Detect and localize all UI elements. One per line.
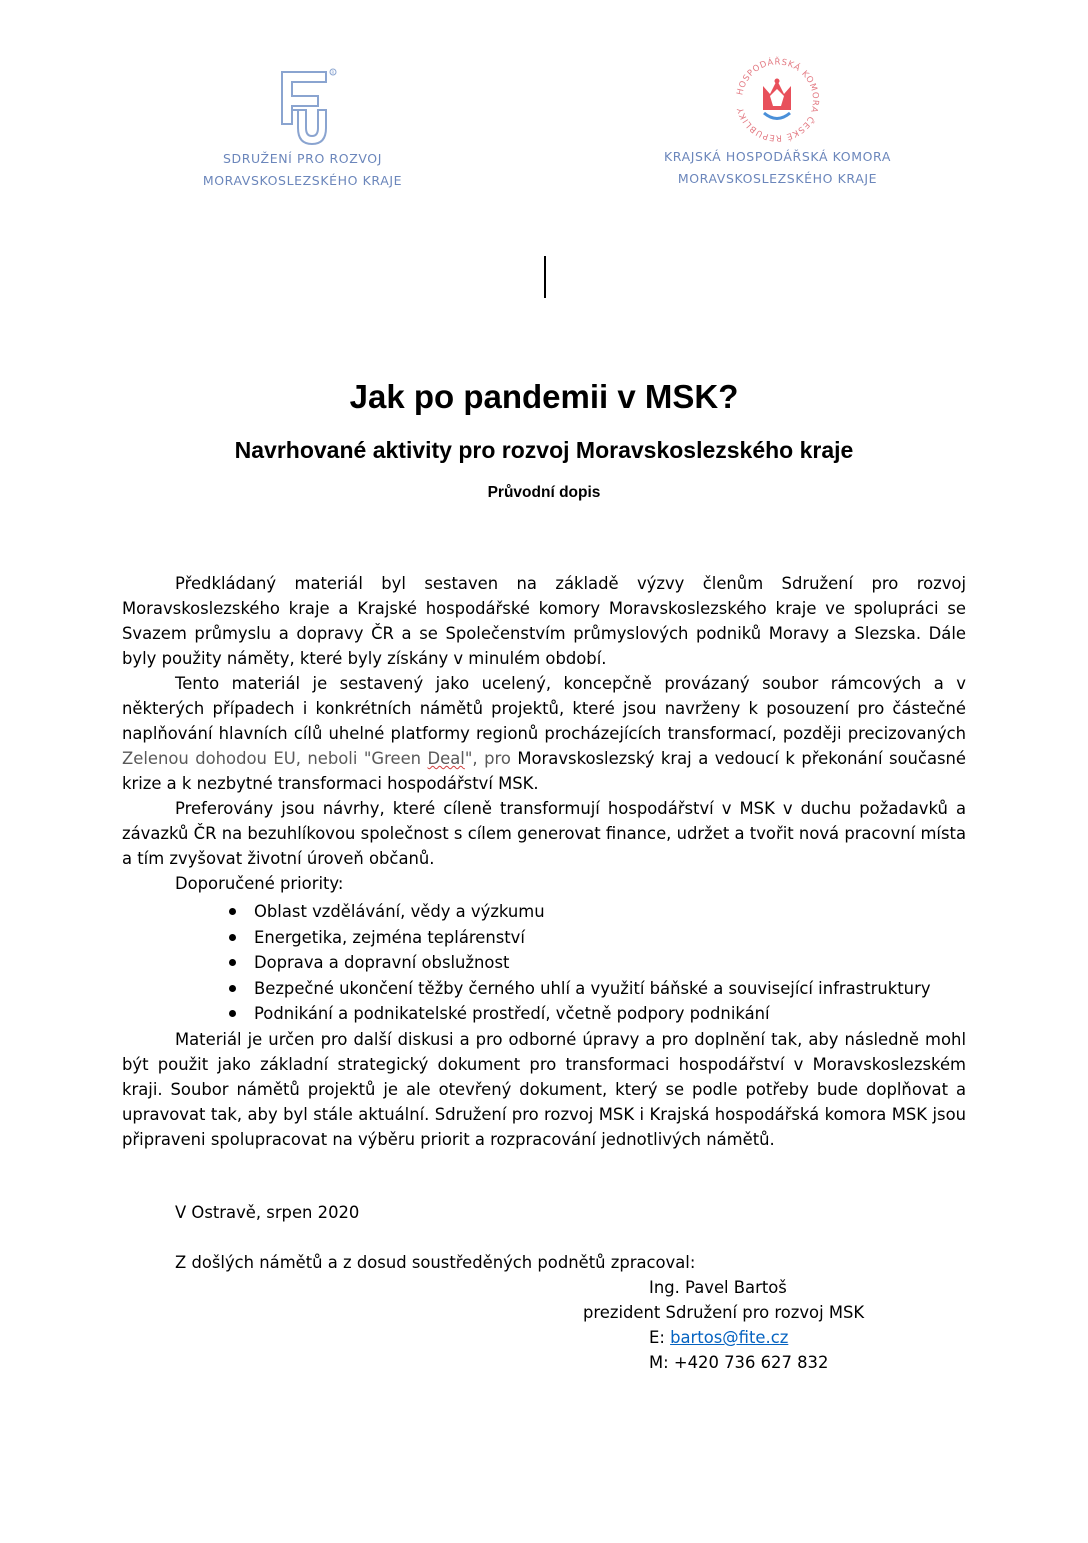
svg-text:R: R <box>331 70 334 75</box>
document-subtitle: Navrhované aktivity pro rozvoj Moravskoslezského kraje <box>234 437 854 463</box>
komora-seal-icon <box>730 56 825 144</box>
sdruzeni-logo-icon <box>268 66 338 146</box>
processed-by: Z došlých námětů a z dosud soustředěných podnětů zpracoval: <box>175 1253 696 1272</box>
list-item <box>122 925 966 951</box>
signatory-phone: M: +420 736 627 832 <box>649 1353 829 1372</box>
bullet-icon <box>229 959 236 966</box>
bullet-icon <box>229 908 236 915</box>
place-date: V Ostravě, srpen 2020 <box>175 1203 360 1222</box>
paragraph-concept <box>122 671 966 796</box>
paragraph-intro: Předkládaný materiál byl sestaven na základě výzvy členům Sdružení pro rozvoj Moravskoslezského kraje a Krajské hospodářské komory Moravskoslezského kraje ve spolupráci se Svazem průmyslu a dopravy ČR a se Společenstvím průmyslových podniků Moravy a Slezska. Dále byly použity náměty, které byly získány v minulém období. <box>122 574 966 668</box>
spellcheck-word: Deal <box>427 749 465 768</box>
right-org-line1: KRAJSKÁ HOSPODÁŘSKÁ KOMORA <box>664 149 891 164</box>
sdruzeni-logo-block <box>190 66 415 192</box>
paragraph-concept-b: Zelenou dohodou EU, neboli "Green <box>122 749 428 768</box>
paragraph-preferences: Preferovány jsou návrhy, které cíleně transformují hospodářství v MSK v duchu požadavků a závazků ČR na bezuhlíkovou společnost s cílem generovat finance, udržet a tvořit nová pracovní místa a tím zvyšovat životní úroveň občanů. <box>122 799 966 868</box>
document-type: Průvodní dopis <box>487 484 601 501</box>
signatory-role: prezident Sdružení pro rozvoj MSK <box>583 1303 865 1322</box>
right-org-caption <box>650 146 905 190</box>
left-org-line2: MORAVSKOSLEZSKÉHO KRAJE <box>202 173 403 188</box>
signatory-email-line <box>649 1325 788 1350</box>
priority-text: Energetika, zejména teplárenství <box>254 927 525 947</box>
list-item <box>122 950 966 976</box>
email-label: E: <box>649 1328 671 1347</box>
right-org-line2: MORAVSKOSLEZSKÉHO KRAJE <box>677 171 878 186</box>
priorities-heading: Doporučené priority: <box>175 874 344 893</box>
list-item <box>122 976 966 1002</box>
paragraph-concept-a: Tento materiál je sestavený jako ucelený, koncepčně provázaný soubor rámcových a v některých případech i konkrétních námětů projektů, které jsou navrženy k posouzení pro částečné naplňování hlavních cílů uhelné platformy regionů procházejících transformací, později precizovaných <box>122 674 966 743</box>
left-org-line1: SDRUŽENÍ PRO ROZVOJ <box>222 151 383 166</box>
list-item <box>122 1001 966 1027</box>
bullet-icon <box>229 934 236 941</box>
list-item <box>122 899 966 925</box>
komora-logo-block <box>650 56 905 190</box>
paragraph-concept-green-deal <box>122 749 511 768</box>
document-title: Jak po pandemii v MSK? <box>349 378 739 415</box>
left-org-caption <box>190 148 415 192</box>
bullet-icon <box>229 985 236 992</box>
priority-text: Bezpečné ukončení těžby černého uhlí a využití báňské a související infrastruktury <box>254 978 931 998</box>
email-link[interactable]: bartos@fite.cz <box>670 1328 789 1347</box>
signatory-name: Ing. Pavel Bartoš <box>649 1278 787 1297</box>
priorities-list <box>122 899 966 1027</box>
priority-text: Podnikání a podnikatelské prostředí, včetně podpory podnikání <box>254 1004 770 1024</box>
paragraph-concept-d: ", pro <box>464 749 511 768</box>
priority-text: Oblast vzdělávání, vědy a výzkumu <box>254 902 545 921</box>
paragraph-concept-e: Moravskoslezský kraj a vedoucí k překonání současné krize a k nezbytné transformaci hospodářství MSK. <box>122 749 966 793</box>
priority-text: Doprava a dopravní obslužnost <box>254 953 510 973</box>
bullet-icon <box>229 1010 236 1017</box>
text-cursor <box>544 256 546 298</box>
paragraph-purpose: Materiál je určen pro další diskusi a pro odborné úpravy a pro doplnění tak, aby následně mohl být použit jako základní strategický dokument pro transformaci hospodářství v Moravskoslezském kraji. Soubor námětů projektů je ale otevřený dokument, který se podle potřeby bude doplňovat a upravovat tak, aby byl stále aktuální. Sdružení pro rozvoj MSK i Krajská hospodářská komora MSK jsou připraveni spolupracovat na výběru priorit a rozpracování jednotlivých námětů. <box>122 1029 966 1149</box>
letter-body <box>122 571 966 1152</box>
svg-text:HOSPODÁŘSKÁ KOMORA ČESKÉ REPUB: HOSPODÁŘSKÁ KOMORA ČESKÉ REPUBLIKY <box>735 57 821 143</box>
